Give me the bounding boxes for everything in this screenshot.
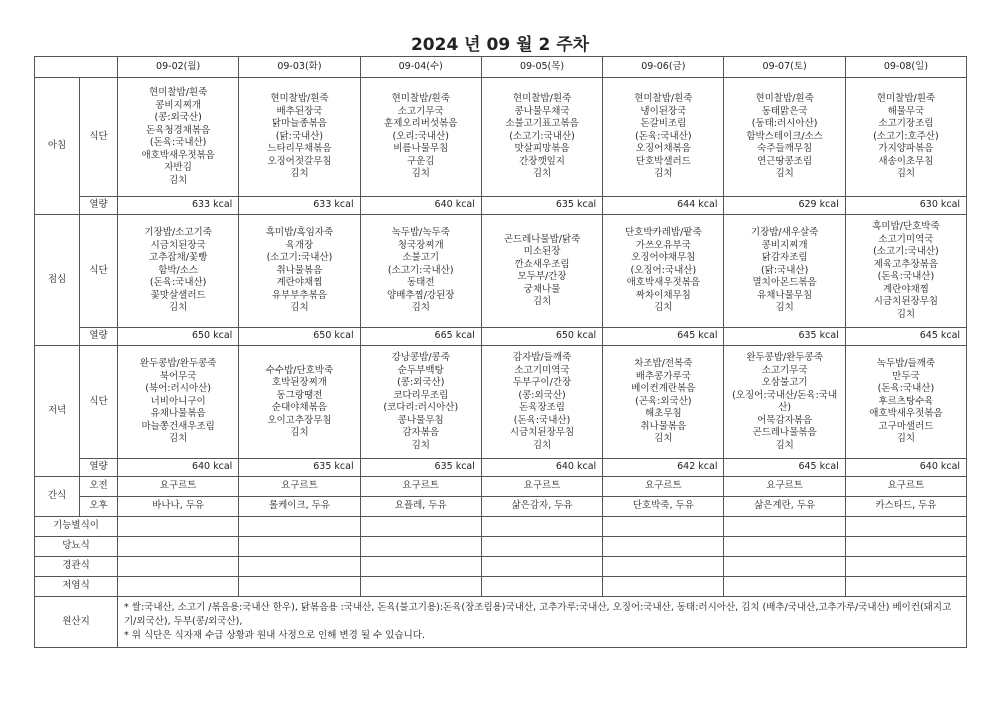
menu-item: 자반김: [164, 162, 192, 173]
calorie-value: 635 kcal: [360, 459, 481, 477]
snack-am-label: 오전: [80, 477, 118, 497]
menu-item: 김치: [411, 302, 430, 314]
menu-item: 육개장: [285, 239, 314, 251]
menu-item: 김치: [654, 168, 673, 180]
calorie-label: 열량: [80, 328, 118, 346]
menu-item: 단호박샐러드: [635, 155, 691, 167]
day-header: 09-07(토): [724, 57, 845, 78]
menu-item: 취나물볶음: [640, 420, 687, 432]
calorie-value: 635 kcal: [239, 459, 360, 477]
snack-am-cell: 요구르트: [481, 477, 602, 497]
meal-label-breakfast: 아침: [35, 78, 80, 215]
menu-item: 현미찰밥/흰죽: [755, 93, 814, 105]
menu-cell: [603, 78, 724, 197]
calorie-value: 650 kcal: [118, 328, 239, 346]
menu-item: 고구마샐러드: [878, 420, 934, 432]
menu-item: (오징어:국내산/돈육:국내: [732, 389, 838, 401]
menu-item: 콩나물무채국: [514, 105, 570, 117]
menu-item: 돈육청경채볶음: [146, 124, 211, 136]
calorie-label: 열량: [80, 197, 118, 215]
menu-item: 마늘쫑건새우조림: [141, 420, 215, 432]
menu-item: 유채나물볶음: [150, 408, 206, 420]
day-header: 09-02(월): [118, 57, 239, 78]
menu-item: 김치: [896, 308, 916, 320]
header-row: [35, 57, 967, 78]
menu-item: 김치: [411, 168, 430, 180]
origin-notes: [118, 597, 967, 648]
menu-item: 현미찰밥/흰죽: [149, 87, 208, 98]
menu-item: 냉이된장국: [640, 105, 687, 117]
calorie-value: 650 kcal: [481, 328, 602, 346]
calorie-value: 645 kcal: [603, 328, 724, 346]
menu-item: 닭마늘종볶음: [271, 118, 327, 130]
menu-item: 소불고기표고볶음: [505, 118, 579, 130]
menu-item: (닭:국내산): [275, 130, 324, 142]
menu-cell: [239, 215, 360, 328]
calorie-value: 630 kcal: [845, 197, 966, 215]
menu-item: 호박된장찌개: [271, 377, 327, 388]
meal-label-snack: 간식: [35, 477, 80, 517]
menu-item: 녹두밥/들깨죽: [876, 358, 936, 370]
menu-item: 김치: [290, 168, 309, 180]
meal-sublabel: 식단: [80, 78, 118, 197]
calorie-value: 633 kcal: [118, 197, 239, 215]
menu-cell: [360, 78, 481, 197]
snack-am-row: [35, 477, 967, 497]
menu-item: 김치: [290, 427, 309, 438]
snack-am-cell: 요구르트: [360, 477, 481, 497]
menu-item: 닭감자조림: [761, 252, 808, 264]
snack-pm-cell: 삶은감자, 두유: [481, 497, 602, 517]
menu-item: 흑미밥/단호박죽: [872, 221, 940, 232]
calorie-value: 635 kcal: [481, 197, 602, 215]
menu-item: 해초무침: [644, 408, 682, 420]
menu-item: 계란야채찜: [882, 283, 929, 295]
menu-item: 소고기미역국: [878, 233, 934, 245]
menu-item: 김치: [775, 302, 794, 314]
snack-pm-label: 오후: [80, 497, 118, 517]
calorie-value: 635 kcal: [724, 328, 845, 346]
snack-pm-cell: 카스타드, 두유: [845, 497, 966, 517]
menu-item: 김치: [411, 439, 430, 451]
snack-am-cell: 요구르트: [118, 477, 239, 497]
menu-cell: [845, 346, 966, 459]
menu-item: (콩:외국산): [154, 112, 202, 123]
menu-item: 녹두밥/녹두죽: [391, 227, 450, 239]
menu-item: (돈육:국내산): [149, 137, 207, 148]
menu-item: 단호박카레밥/팥죽: [625, 227, 702, 239]
menu-item: 동태전: [406, 277, 435, 289]
menu-cell: [481, 215, 602, 328]
calorie-value: 640 kcal: [481, 459, 602, 477]
menu-cell: [481, 346, 602, 459]
menu-item: (소고기:국내산): [873, 246, 939, 257]
menu-item: 콩나물무침: [397, 414, 444, 426]
menu-item: 김치: [532, 296, 552, 307]
lunch-calorie-row: [35, 328, 967, 346]
menu-item: 순두부백탕: [397, 364, 444, 376]
day-header: 09-03(화): [239, 57, 360, 78]
menu-item: (콩:외국산): [397, 377, 445, 388]
menu-item: 김치: [654, 433, 673, 445]
snack-pm-row: [35, 497, 967, 517]
calorie-value: 633 kcal: [239, 197, 360, 215]
calorie-value: 640 kcal: [360, 197, 481, 215]
menu-cell: [603, 346, 724, 459]
menu-item: 김치: [775, 168, 794, 180]
menu-item: 김치: [896, 168, 916, 180]
menu-item: 오징어채볶음: [635, 143, 691, 155]
menu-item: 느타리무채볶음: [267, 143, 332, 155]
menu-item: 숙주들깨무침: [757, 143, 813, 155]
origin-note-line: * 쌀:국내산, 소고기 /볶음용:국내산 한우), 닭볶음용 :국내산, 돈육(불고기용):돈육(장조림용)국내산, 고추가루:국내산, 오징어:국내산, 동태:러시아산, 김치 (배추/국내산,고추가루/국내산) 베이컨(돼지고기/외국산), 두부(콩/외국산),: [124, 602, 952, 627]
menu-item: 시금치된장국: [150, 239, 206, 251]
menu-item: 김치: [654, 302, 673, 314]
breakfast-calorie-row: [35, 197, 967, 215]
menu-item: 김치: [532, 168, 552, 180]
menu-cell: [118, 346, 239, 459]
menu-item: 강낭콩밥/콩죽: [391, 352, 450, 363]
menu-item: (동태:러시아산): [751, 118, 818, 130]
menu-item: (돈육:국내산): [635, 130, 692, 142]
functional-diet-row: [35, 517, 967, 537]
menu-item: 짜차이채무침: [635, 289, 691, 301]
calorie-value: 644 kcal: [603, 197, 724, 215]
breakfast-menu-row: [35, 78, 967, 197]
menu-cell: [845, 78, 966, 197]
lowsalt-diet-label: 저염식: [35, 577, 118, 597]
menu-item: 소고기미역국: [514, 364, 570, 376]
menu-item: 김치: [775, 439, 794, 451]
menu-item: 현미찰밥/흰죽: [512, 93, 572, 105]
menu-item: 만두국: [892, 370, 920, 382]
snack-pm-cell: 롤케이크, 두유: [239, 497, 360, 517]
menu-item: 현미찰밥/흰죽: [876, 93, 936, 105]
meal-sublabel: 식단: [80, 215, 118, 328]
lowsalt-diet-row: [35, 577, 967, 597]
menu-item: 후르츠탕수육: [878, 395, 934, 407]
menu-item: 산): [778, 402, 792, 413]
menu-item: (곤육:외국산): [635, 395, 692, 407]
menu-cell: [481, 78, 602, 197]
menu-item: 오이고추장무침: [267, 414, 332, 426]
menu-cell: [724, 78, 845, 197]
day-header: 09-06(금): [603, 57, 724, 78]
tube-diet-row: [35, 557, 967, 577]
menu-item: 기장밥/새우살죽: [750, 227, 819, 239]
menu-item: 애호박새우젓볶음: [869, 408, 943, 420]
menu-cell: [603, 215, 724, 328]
snack-am-cell: 요구르트: [724, 477, 845, 497]
menu-item: 차조밥/전복죽: [634, 358, 693, 370]
meal-sublabel: 식단: [80, 346, 118, 459]
menu-item: 애호박새우젓볶음: [141, 149, 215, 161]
menu-cell: [845, 215, 966, 328]
dinner-menu-row: [35, 346, 967, 459]
menu-item: 김치: [290, 302, 309, 314]
menu-item: 계란야채찜: [276, 277, 323, 289]
menu-item: 코다리무조림: [393, 389, 449, 401]
menu-item: 함박스테이크/소스: [746, 130, 823, 142]
menu-item: 간장깻잎지: [519, 155, 565, 167]
lunch-menu-row: [35, 215, 967, 328]
menu-item: 김치: [168, 433, 188, 445]
menu-item: 소불고기: [402, 252, 440, 264]
menu-item: 현미찰밥/흰죽: [634, 93, 693, 105]
menu-item: 가지양파볶음: [878, 143, 934, 155]
menu-item: 새송이초무침: [878, 155, 934, 167]
menu-cell: [239, 78, 360, 197]
menu-item: (소고기:국내산): [266, 252, 333, 264]
origin-label: 원산지: [35, 597, 118, 648]
menu-item: 배추된장국: [276, 105, 323, 117]
menu-item: (돈육:국내산): [149, 277, 207, 289]
menu-item: 오징어야채무침: [631, 252, 696, 264]
menu-cell: [239, 346, 360, 459]
day-header: 09-05(목): [481, 57, 602, 78]
menu-item: (오리:국내산): [392, 130, 449, 142]
menu-item: (돈육:국내산): [877, 271, 935, 282]
menu-item: 돈갈비조림: [640, 118, 687, 130]
menu-item: 유부부추볶음: [271, 289, 327, 301]
calorie-value: 629 kcal: [724, 197, 845, 215]
menu-item: 해물무국: [887, 105, 925, 117]
menu-item: 너비아니구이: [150, 395, 206, 407]
calorie-value: 640 kcal: [118, 459, 239, 477]
menu-item: 콩비지찌개: [761, 239, 808, 251]
menu-item: 콩비지찌개: [155, 99, 202, 111]
menu-item: (소고기:호주산): [873, 130, 939, 142]
menu-item: 깐쇼새우조림: [514, 258, 570, 270]
day-header: 09-04(수): [360, 57, 481, 78]
menu-item: 베이컨계란볶음: [631, 383, 696, 395]
diabetes-diet-label: 당뇨식: [35, 537, 118, 557]
menu-item: 김치: [168, 302, 188, 314]
page-title: 2024 년 09 월 2 주차: [410, 35, 590, 55]
menu-item: 미소된장: [523, 246, 561, 257]
functional-diet-label: 기능별식이: [35, 517, 118, 537]
menu-item: 훈제오리버섯볶음: [384, 118, 458, 130]
menu-cell: [724, 346, 845, 459]
menu-item: 소고기무국: [397, 105, 444, 117]
menu-item: 어묵감자볶음: [757, 414, 813, 426]
menu-cell: [118, 215, 239, 328]
calorie-value: 665 kcal: [360, 328, 481, 346]
menu-item: 완두콩밥/완두콩죽: [746, 352, 823, 363]
menu-item: (돈육:국내산): [513, 414, 571, 426]
meal-label-dinner: 저녁: [35, 346, 80, 477]
menu-item: 곤드레나물볶음: [752, 427, 817, 438]
snack-pm-cell: 삶은계란, 두유: [724, 497, 845, 517]
menu-item: 감자볶음: [402, 427, 440, 438]
menu-item: (돈육:국내산): [877, 383, 935, 395]
menu-cell: [118, 78, 239, 197]
origin-row: [35, 597, 967, 648]
snack-pm-cell: 바나나, 두유: [118, 497, 239, 517]
header-corner: [35, 57, 118, 78]
menu-item: 시금치된장무침: [873, 296, 939, 307]
menu-item: 흑미밥/흑임자죽: [265, 227, 334, 239]
menu-item: 구운김: [406, 155, 435, 167]
menu-item: 유채나물무침: [757, 289, 813, 301]
menu-item: 현미찰밥/흰죽: [391, 93, 450, 105]
menu-item: 기장밥/소고기죽: [144, 227, 212, 239]
menu-item: 고추잡채/꽃빵: [149, 252, 208, 264]
diabetes-diet-row: [35, 537, 967, 557]
menu-item: (북어:러시아산): [145, 383, 211, 395]
menu-item: 동태맑은국: [761, 105, 808, 117]
menu-item: 소고기장조림: [878, 118, 934, 130]
dinner-calorie-row: [35, 459, 967, 477]
menu-item: 완두콩밥/완두콩죽: [139, 358, 217, 370]
menu-item: 김치: [168, 174, 188, 186]
menu-item: 함박/소스: [158, 264, 199, 276]
menu-item: (코다리:러시아산): [383, 402, 459, 413]
menu-item: 오삼불고기: [761, 377, 808, 388]
calorie-label: 열량: [80, 459, 118, 477]
day-header: 09-08(일): [845, 57, 966, 78]
calorie-value: 645 kcal: [845, 328, 966, 346]
menu-item: (닭:국내산): [760, 264, 809, 276]
snack-am-cell: 요구르트: [239, 477, 360, 497]
menu-item: 모두부/간장: [517, 271, 567, 282]
menu-cell: [724, 215, 845, 328]
menu-item: (오징어:국내산): [630, 264, 697, 276]
menu-item: 소고기무국: [761, 364, 808, 376]
menu-item: (소고기:국내산): [509, 130, 575, 142]
menu-item: (콩:외국산): [518, 389, 566, 401]
menu-item: 김치: [532, 439, 552, 451]
menu-item: 수수밥/단호박죽: [265, 364, 334, 376]
snack-am-cell: 요구르트: [845, 477, 966, 497]
menu-cell: [360, 346, 481, 459]
menu-item: 오징어젓갈무침: [267, 155, 332, 167]
menu-item: 배추콩가루국: [635, 370, 691, 382]
menu-item: 현미찰밥/흰죽: [270, 93, 329, 105]
snack-pm-cell: 요플레, 두유: [360, 497, 481, 517]
menu-item: 꽃맛살샐러드: [150, 289, 206, 301]
menu-item: 김치: [896, 433, 916, 445]
menu-item: (소고기:국내산): [387, 264, 454, 276]
menu-item: 애호박새우젓볶음: [626, 277, 701, 289]
meal-label-lunch: 점심: [35, 215, 80, 346]
calorie-value: 645 kcal: [724, 459, 845, 477]
weekly-menu-table: [34, 56, 967, 648]
calorie-value: 650 kcal: [239, 328, 360, 346]
menu-item: 시금치된장무침: [509, 427, 575, 438]
menu-item: 곤드레나물밥/닭죽: [503, 233, 581, 245]
menu-item: 궁채나물: [523, 283, 561, 295]
tube-diet-label: 경관식: [35, 557, 118, 577]
menu-item: 돈육장조림: [519, 402, 565, 413]
snack-pm-cell: 단호박죽, 두유: [603, 497, 724, 517]
origin-note-line: * 위 식단은 식자재 수급 상황과 원내 사정으로 인해 변경 될 수 있습니다.: [124, 630, 425, 641]
menu-item: 가쓰오유부국: [635, 239, 691, 251]
menu-item: 멸치아몬드볶음: [752, 277, 817, 289]
calorie-value: 642 kcal: [603, 459, 724, 477]
menu-item: 맛살피망볶음: [514, 143, 570, 155]
menu-item: 동그랑땡전: [276, 389, 323, 401]
menu-item: 연근땅콩조림: [757, 155, 813, 167]
menu-item: 취나물볶음: [276, 264, 323, 276]
menu-item: 순대야채볶음: [271, 402, 327, 413]
menu-cell: [360, 215, 481, 328]
menu-item: 양배추찜/강된장: [387, 289, 455, 301]
menu-item: 두부구이/간장: [512, 377, 572, 388]
menu-item: 비름나물무침: [393, 143, 449, 155]
calorie-value: 640 kcal: [845, 459, 966, 477]
menu-item: 제육고추장볶음: [873, 258, 939, 270]
snack-am-cell: 요구르트: [603, 477, 724, 497]
menu-item: 청국장찌개: [397, 239, 444, 251]
menu-item: 감자밥/들깨죽: [512, 352, 572, 363]
menu-item: 북어무국: [159, 370, 197, 382]
